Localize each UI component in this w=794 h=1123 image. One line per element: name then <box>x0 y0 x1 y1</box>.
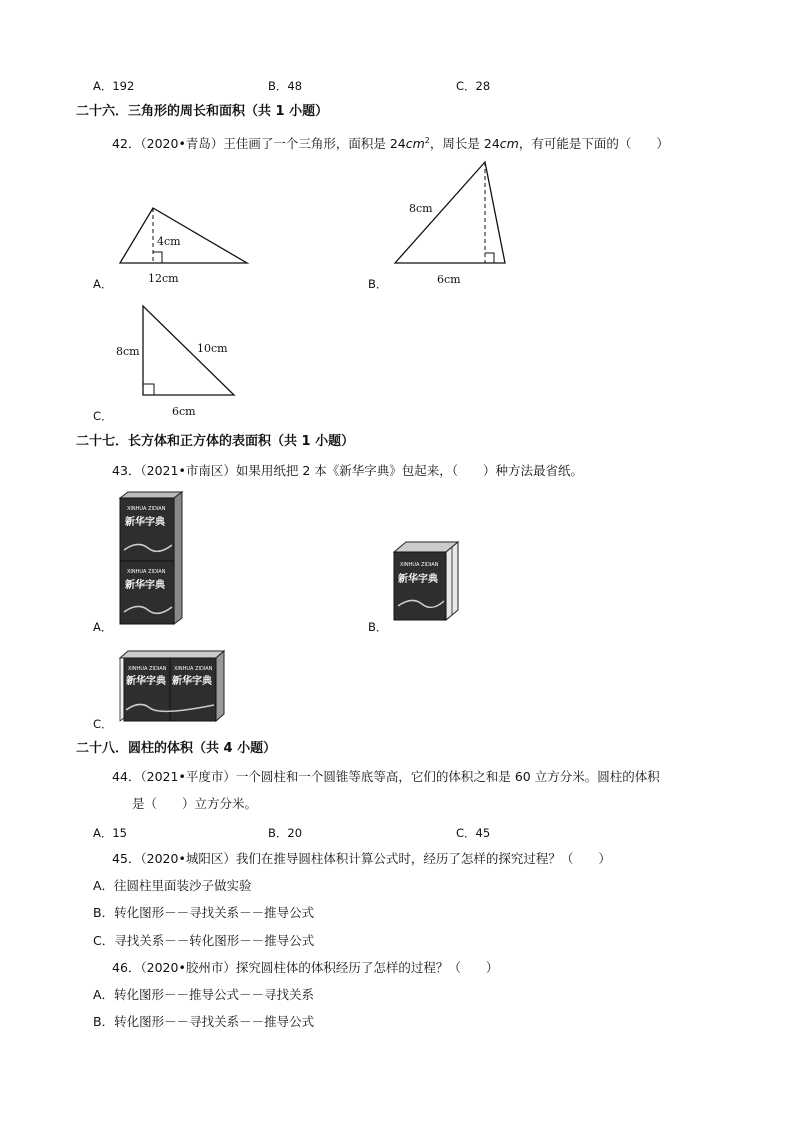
section-28-heading: 二十八．圆柱的体积（共 4 小题） <box>76 741 277 756</box>
q44-option-b: B．20 <box>268 826 303 840</box>
triangle-c-hyp-label: 10cm <box>197 342 228 355</box>
triangle-c-right-angle <box>143 384 154 395</box>
books-side-by-side <box>390 540 462 624</box>
triangle-figure-c <box>110 298 250 422</box>
q44-option-c: C．45 <box>456 826 491 840</box>
question-46: 46．（2020•胶州市）探究圆柱体的体积经历了怎样的过程？（ ） <box>112 960 499 975</box>
q42-text-post: ，有可能是下面的（ ） <box>518 136 669 151</box>
option-c: C．28 <box>456 79 491 93</box>
q45-option-a: A．往圆柱里面装沙子做实验 <box>93 878 252 893</box>
question-45: 45．（2020•城阳区）我们在推导圆柱体积计算公式时，经历了怎样的探究过程？（ ） <box>112 851 611 866</box>
q46-option-b: B．转化图形－－寻找关系－－推导公式 <box>93 1014 315 1029</box>
triangle-b-side-label: 8cm <box>409 202 433 215</box>
triangle-figure-b <box>385 158 520 290</box>
triangle-a-outline <box>120 208 247 263</box>
books-lying-flat <box>116 648 228 724</box>
triangle-a-base-label: 12cm <box>148 272 179 285</box>
book-c1-subtitle: XINHUA ZIDIAN <box>128 666 167 672</box>
triangle-a-right-angle <box>153 252 162 263</box>
q42-unit: cm <box>405 136 425 151</box>
q42-option-b-label: B． <box>368 277 388 291</box>
question-44-line-1: 44．（2021•平度市）一个圆柱和一个圆锥等底等高，它们的体积之和是 60 立方分米。圆柱的体积 <box>112 769 660 784</box>
section-27-heading: 二十七．长方体和正方体的表面积（共 1 小题） <box>76 434 355 449</box>
q45-option-c: C．寻找关系－－转化图形－－推导公式 <box>93 933 315 948</box>
book-a1-title: 新华字典 <box>125 517 165 528</box>
option-a: A．192 <box>93 79 135 93</box>
book-a2-subtitle: XINHUA ZIDIAN <box>127 569 166 575</box>
q42-text-mid: ，周长是 24 <box>429 136 500 151</box>
triangle-a-height-label: 4cm <box>157 235 181 248</box>
section-26-heading: 二十六．三角形的周长和面积（共 1 小题） <box>76 104 329 119</box>
q43-option-c-label: C． <box>93 717 113 731</box>
triangle-b-base-label: 6cm <box>437 273 461 286</box>
book-c1-title: 新华字典 <box>126 676 166 687</box>
book-b-subtitle: XINHUA ZIDIAN <box>400 562 439 568</box>
q42-superscript: 2 <box>424 136 430 145</box>
question-44-line-2: 是（ ）立方分米。 <box>132 796 258 811</box>
q43-option-a-label: A． <box>93 620 113 634</box>
q43-option-b-label: B． <box>368 620 388 634</box>
q44-option-a: A．15 <box>93 826 128 840</box>
book-a1-subtitle: XINHUA ZIDIAN <box>127 506 166 512</box>
option-b: B．48 <box>268 79 303 93</box>
book-a2-title: 新华字典 <box>125 580 165 591</box>
q42-unit-2: cm <box>499 136 519 151</box>
q42-option-c-label: C． <box>93 409 113 423</box>
q46-option-a: A．转化图形－－推导公式－－寻找关系 <box>93 987 315 1002</box>
q45-option-b: B．转化图形－－寻找关系－－推导公式 <box>93 905 315 920</box>
q42-text-pre: 42．（2020•青岛）王佳画了一个三角形，面积是 24 <box>112 136 406 151</box>
books-stacked-vertical <box>118 490 186 628</box>
q42-option-a-label: A． <box>93 277 113 291</box>
book-c2-title: 新华字典 <box>172 676 212 687</box>
triangle-c-base-label: 6cm <box>172 405 196 418</box>
triangle-c-leg-label: 8cm <box>116 345 140 358</box>
triangle-b-right-angle <box>485 253 494 263</box>
book-c2-subtitle: XINHUA ZIDIAN <box>174 666 213 672</box>
book-b-title: 新华字典 <box>398 574 438 585</box>
question-43: 43．（2021•市南区）如果用纸把 2 本《新华字典》包起来，（ ）种方法最省纸。 <box>112 463 583 478</box>
question-42 <box>112 133 669 152</box>
triangle-figure-a <box>110 198 260 290</box>
